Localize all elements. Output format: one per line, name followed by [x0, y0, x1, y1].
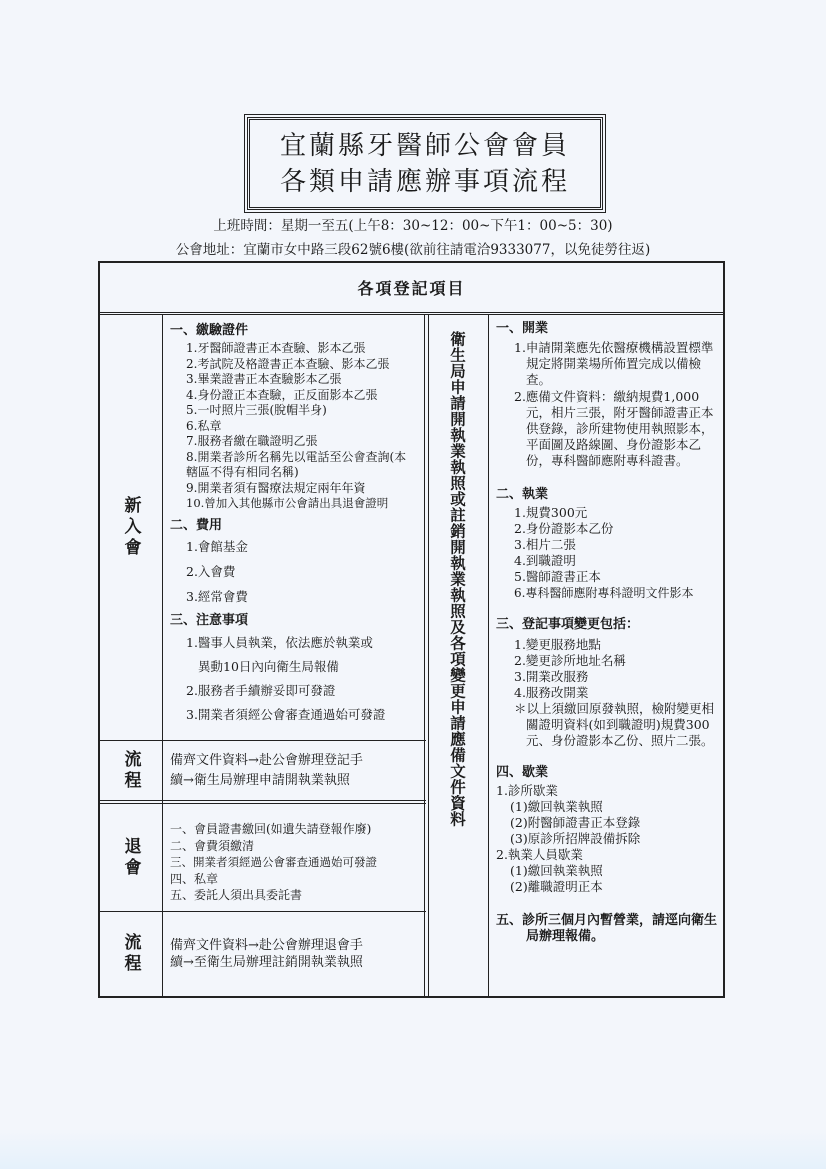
list-item: 2.執業人員歇業	[496, 847, 583, 862]
list-item: 3.畢業證書正本查驗影本乙張	[186, 372, 342, 386]
right-sec2-title: 二、執業	[496, 487, 549, 502]
title-line-2: 各類申請應辦事項流程	[279, 166, 570, 197]
label-new-flow-cell	[100, 741, 162, 800]
label-withdraw-flow: 流程	[120, 933, 141, 975]
list-item: 3.開業改服務	[514, 669, 589, 684]
list-item: 8.開業者診所名稱先以電話至公會查詢(本轄區不得有相同名稱)	[186, 449, 407, 479]
middle-column	[426, 321, 488, 996]
office-hours: 上班時間：星期一至五(上午8：30~12：00~下午1：00~5：30)	[213, 218, 613, 234]
label-new-member: 新入會	[120, 496, 141, 559]
list-item: 1.醫事人員執業，依法應於執業或	[186, 634, 373, 650]
list-item: 4.身份證正本查驗，正反面影本乙張	[186, 387, 378, 402]
list-item: 2.身份證影本乙份	[514, 521, 614, 536]
list-item: 6.私章	[186, 418, 222, 433]
list-item: 3.開業者須經公會審查通過始可發證	[186, 706, 386, 722]
label-withdraw-flow-cell	[100, 912, 162, 996]
divider-label-col	[162, 315, 163, 996]
list-item: 5.一吋照片三張(脫帽半身)	[186, 403, 327, 417]
title-line-1: 宜蘭縣牙醫師公會會員	[279, 130, 570, 161]
list-item: 1.變更服務地點	[514, 637, 601, 652]
list-item: 7.服務者繳在職證明乙張	[186, 434, 318, 448]
list-item: 9.開業者須有醫療法規定兩年年資	[186, 480, 366, 495]
divider-right-col	[488, 315, 489, 996]
flow-line: 備齊文件資料→赴公會辦理登記手	[170, 753, 363, 768]
list-item: 3.相片二張	[514, 537, 576, 552]
right-sec1-title: 一、開業	[496, 321, 549, 336]
middle-vertical-label: 衛生局申請開執業執照或註銷開執業執照及各項變更申請應備文件資料	[448, 331, 467, 827]
list-item: 2.應備文件資料：繳納規費1,000元，相片三張，附牙醫師證書正本供登錄，診所建物使用執照影本，平面圖及路線圖、身份證影本乙份，專科醫師應附專科證書。	[514, 389, 714, 468]
list-item: 五、委託人須出具委託書	[170, 888, 303, 902]
list-item: 四、私章	[170, 871, 219, 886]
list-item: 4.到職證明	[514, 553, 576, 568]
new-sec2-title: 二、費用	[170, 517, 223, 533]
page-bottom-tint	[0, 1129, 826, 1169]
flow-line: 備齊文件資料→赴公會辦理退會手	[170, 938, 363, 953]
flow-line: 續→至衛生局辦理註銷開執業執照	[170, 955, 363, 970]
divider-left-inner	[424, 315, 425, 996]
list-item: 一、會員證書繳回(如遺失請登報作廢)	[170, 822, 372, 836]
flow-line: 續→衛生局辦理申請開執業執照	[170, 773, 350, 788]
list-item: (1)繳回執業執照	[510, 799, 603, 814]
right-sec5-text: 五、診所三個月內暫營業，請逕向衛生局辦理報備。	[496, 913, 718, 944]
new-member-content	[170, 323, 422, 727]
list-item: (2)離職證明正本	[510, 879, 603, 894]
list-item: (2)附醫師證書正本登錄	[510, 815, 641, 830]
new-flow-content	[170, 751, 422, 791]
list-item: 2.入會費	[186, 563, 236, 579]
list-item: 5.醫師證書正本	[514, 569, 601, 584]
list-item: 2.變更診所地址名稱	[514, 653, 626, 668]
table-header: 各項登記項目	[100, 263, 723, 315]
label-new-member-cell	[100, 315, 162, 740]
list-item: 異動10日內向衛生局報備	[198, 658, 339, 674]
list-item: (3)原診所招牌設備拆除	[510, 831, 641, 846]
list-item: 1.牙醫師證書正本查驗、影本乙張	[186, 341, 366, 355]
list-item: 2.考試院及格證書正本查驗、影本乙張	[186, 356, 390, 371]
list-item: 1.會館基金	[186, 538, 248, 554]
label-new-flow: 流程	[120, 749, 141, 792]
list-item: 二、會費須繳清	[170, 838, 255, 853]
right-content	[496, 321, 722, 945]
list-item: 三、開業者須經過公會審查通過始可發證	[170, 855, 377, 869]
list-item: 4.服務改開業	[514, 685, 589, 700]
office-address: 公會地址：宜蘭市女中路三段62號6樓(欲前往請電洽9333077，以免徒勞往返)	[175, 242, 651, 258]
note-text: ＊以上須繳回原發執照，檢附變更相關證明資料(如到職證明)規費300元、身份證影本乙份、照片二張。	[514, 701, 715, 748]
withdraw-content	[170, 821, 424, 904]
label-withdraw-cell	[100, 804, 162, 911]
list-item: 1.診所歇業	[496, 783, 558, 798]
list-item: 6.專科醫師應附專科證明文件影本	[514, 586, 694, 600]
new-sec3-title: 三、注意事項	[170, 612, 249, 628]
list-item: 1.申請開業應先依醫療機構設置標準規定將開業場所佈置完成以備檢查。	[514, 340, 714, 387]
list-item: 3.經常會費	[186, 588, 248, 604]
withdraw-flow-content	[170, 937, 422, 971]
list-item: 2.服務者手續辦妥即可發證	[186, 682, 336, 698]
new-sec1-title: 一、繳驗證件	[170, 323, 249, 338]
list-item: (1)繳回執業執照	[510, 863, 603, 878]
divider-withdraw-top-a	[100, 800, 426, 801]
registration-table	[98, 261, 725, 998]
list-item: 10.曾加入其他縣市公會請出具退會證明	[186, 496, 389, 510]
list-item: 1.規費300元	[514, 505, 588, 520]
title-box	[247, 117, 603, 210]
right-sec4-title: 四、歇業	[496, 765, 549, 780]
label-withdraw: 退會	[120, 836, 141, 879]
right-sec3-title: 三、登記事項變更包括：	[496, 617, 640, 632]
